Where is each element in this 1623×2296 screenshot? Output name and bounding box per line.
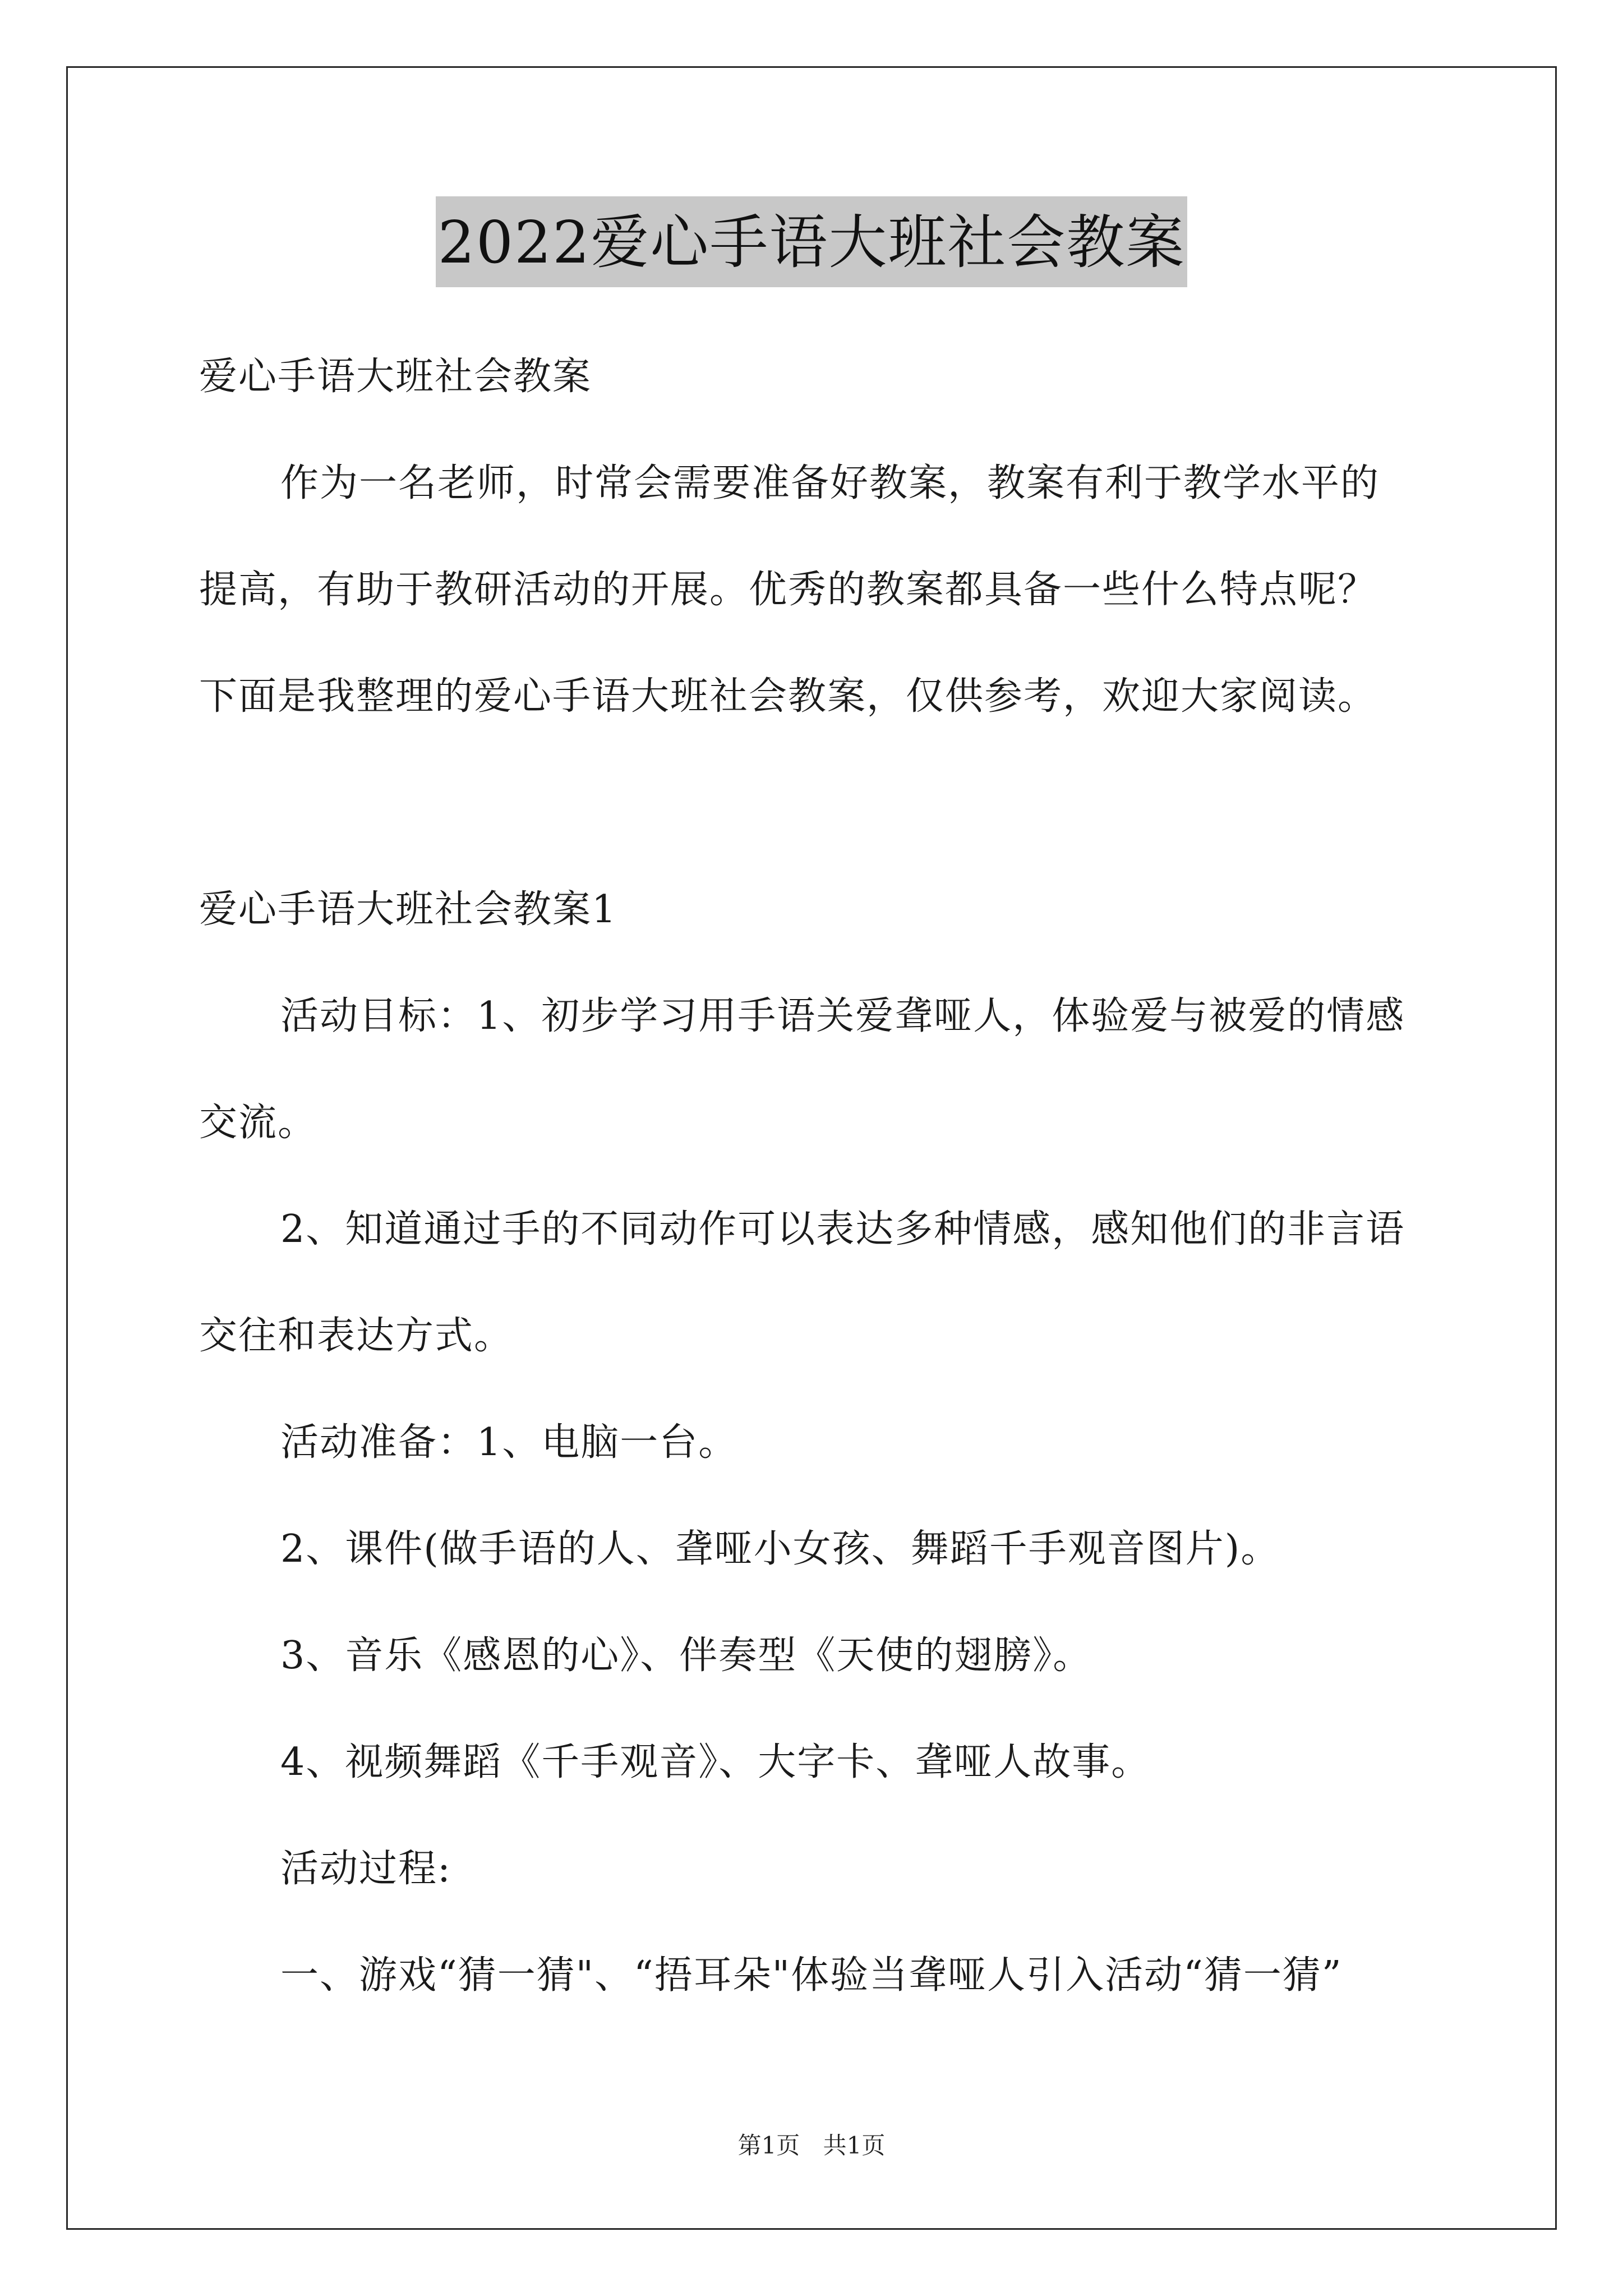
paragraph-line: 一、游戏“猜一猜"、“捂耳朵"体验当聋哑人引入活动“猜一猜”: [280, 1953, 1343, 1998]
document-title: 2022爱心手语大班社会教案: [436, 196, 1188, 287]
paragraph-line: 活动目标：1、初步学习用手语关爱聋哑人，体验爱与被爱的情感: [280, 994, 1405, 1038]
page-number: 第1页: [737, 2132, 800, 2159]
page-footer: [0, 2132, 1623, 2160]
paragraph-line: 活动过程:: [280, 1847, 451, 1891]
paragraph-line: 提高，有助于教研活动的开展。优秀的教案都具备一些什么特点呢？: [199, 568, 1377, 612]
section-heading: 爱心手语大班社会教案1: [199, 887, 617, 932]
paragraph-line: 活动准备：1、电脑一台。: [280, 1420, 738, 1465]
page-total: 共1页: [823, 2132, 886, 2159]
paragraph-line: 2、课件(做手语的人、聋哑小女孩、舞蹈千手观音图片)。: [280, 1527, 1280, 1571]
subtitle-line: 爱心手语大班社会教案: [199, 355, 592, 399]
paragraph-line: 交流。: [199, 1101, 317, 1145]
paragraph-line: 交往和表达方式。: [199, 1314, 514, 1358]
paragraph-line: 2、知道通过手的不同动作可以表达多种情感，感知他们的非言语: [280, 1207, 1405, 1251]
paragraph-line: 4、视频舞蹈《千手观音》、大字卡、聋哑人故事。: [280, 1740, 1151, 1784]
paragraph-line: 下面是我整理的爱心手语大班社会教案，仅供参考，欢迎大家阅读。: [199, 674, 1377, 719]
paragraph-line: 3、音乐《感恩的心》、伴奏型《天使的翅膀》。: [280, 1634, 1092, 1678]
title-container: [0, 196, 1623, 287]
paragraph-line: 作为一名老师，时常会需要准备好教案，教案有利于教学水平的: [280, 461, 1380, 505]
